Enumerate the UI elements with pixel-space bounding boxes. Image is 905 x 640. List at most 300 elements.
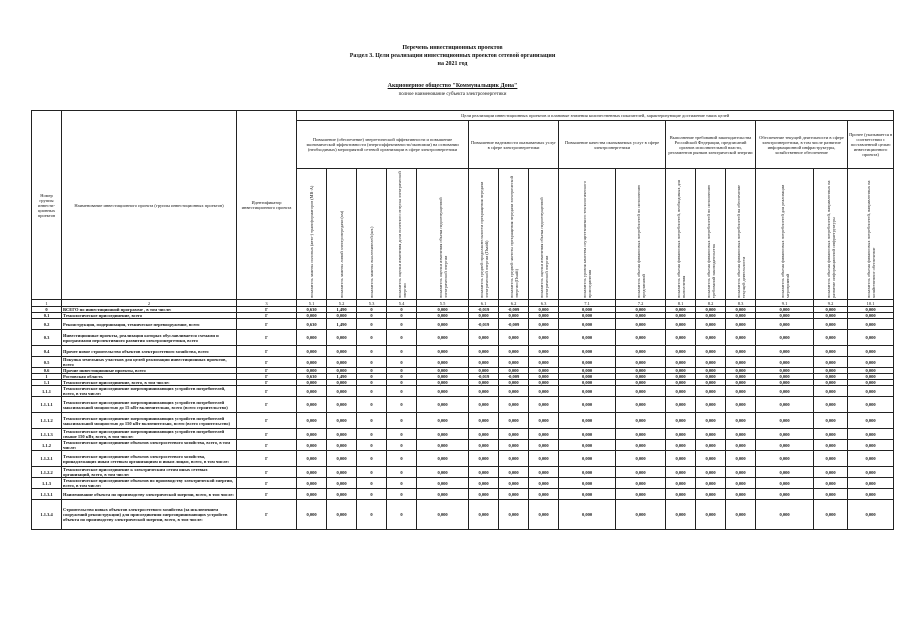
- row-number: 0.4: [32, 346, 62, 357]
- row-value: 0,000: [499, 397, 529, 413]
- row-value: 0,000: [848, 440, 894, 451]
- row-value: 0,000: [726, 346, 756, 357]
- row-value: 0,000: [756, 397, 814, 413]
- row-value: 0,000: [726, 440, 756, 451]
- column-number: 7.1: [559, 300, 616, 307]
- row-value: 0,000: [469, 429, 499, 440]
- row-value: 0,000: [297, 330, 327, 346]
- row-value: 0,000: [529, 368, 559, 374]
- row-value: 1,490: [327, 319, 357, 330]
- row-value: 0,000: [756, 330, 814, 346]
- row-value: 0,000: [848, 307, 894, 313]
- row-value: 0,000: [616, 346, 666, 357]
- row-value: 0,000: [696, 357, 726, 368]
- row-value: 0,000: [297, 440, 327, 451]
- row-value: 0,000: [529, 440, 559, 451]
- row-value: 0,000: [616, 451, 666, 467]
- column-number: 5.5: [417, 300, 469, 307]
- row-value: 0,000: [417, 386, 469, 397]
- row-value: 0,000: [499, 429, 529, 440]
- subheader-text: показатель объема финансовых потребностей на обеспечение текущей деятельности: [735, 184, 746, 298]
- subheader-text: показатель объема финансовых потребностей для реализации мероприятий: [779, 184, 790, 298]
- row-id: Г: [237, 429, 297, 440]
- table-row: [32, 397, 894, 413]
- row-value: 0,000: [696, 413, 726, 429]
- subheader-cell: [616, 169, 666, 300]
- table-row: [32, 357, 894, 368]
- row-value: 0,000: [848, 313, 894, 319]
- row-name: Технологическое присоединение энергопринимающих устройств потребителей свыше 150 кВт, всего, в том числе:: [62, 429, 237, 440]
- row-value: 0,000: [616, 380, 666, 386]
- year-label: на 2021 год: [437, 61, 468, 67]
- row-value: 0,000: [756, 440, 814, 451]
- row-value: 0,000: [417, 413, 469, 429]
- row-value: 0,000: [726, 357, 756, 368]
- header-project-id: Идентификатор инвестиционного проекта: [237, 111, 297, 300]
- row-value: 0,000: [417, 397, 469, 413]
- row-value: 0,000: [756, 413, 814, 429]
- row-value: 0,000: [726, 368, 756, 374]
- row-name: Технологическое присоединение энергопринимающих устройств потребителей максимальной мощностью до 150 кВт включительно, всего (всего строительство): [62, 413, 237, 429]
- row-name: Прочее новое строительство объектов электросетевого хозяйства, всего: [62, 346, 237, 357]
- row-value: -0,019: [469, 374, 499, 380]
- row-value: 0,000: [726, 397, 756, 413]
- column-number: 9.2: [814, 300, 848, 307]
- row-value: 0,000: [529, 413, 559, 429]
- row-id: Г: [237, 346, 297, 357]
- row-value: 0,000: [559, 319, 616, 330]
- row-number: 0.1: [32, 313, 62, 319]
- row-value: 0,000: [848, 500, 894, 530]
- row-id: Г: [237, 467, 297, 478]
- row-value: 0,000: [848, 451, 894, 467]
- column-number: 8.1: [666, 300, 696, 307]
- row-value: 0: [387, 489, 417, 500]
- row-number: 0: [32, 307, 62, 313]
- row-value: 0,000: [529, 330, 559, 346]
- row-value: 0,000: [327, 478, 357, 489]
- row-value: 0,000: [499, 451, 529, 467]
- row-value: 0,000: [417, 489, 469, 500]
- row-value: 0: [387, 397, 417, 413]
- row-value: 0: [387, 357, 417, 368]
- row-value: 0,000: [616, 478, 666, 489]
- row-value: 0: [387, 313, 417, 319]
- row-value: 0,000: [814, 478, 848, 489]
- row-value: 0,000: [327, 500, 357, 530]
- row-value: 0,000: [666, 307, 696, 313]
- row-value: 0,630: [297, 374, 327, 380]
- row-value: 0,000: [696, 386, 726, 397]
- subheader-cell: [387, 169, 417, 300]
- subheader-text: показатель объема финансовых потребностей, направленных на развитие информационной инфраструктуры: [825, 180, 836, 298]
- row-value: 0,000: [469, 451, 499, 467]
- row-value: 0,000: [726, 386, 756, 397]
- row-number: 1.1.1.3: [32, 429, 62, 440]
- row-value: 0: [357, 380, 387, 386]
- row-value: 0,000: [499, 357, 529, 368]
- row-value: 0,000: [814, 451, 848, 467]
- row-value: 0,000: [499, 386, 529, 397]
- row-value: 0,000: [327, 440, 357, 451]
- row-name: ВСЕГО по инвестиционной программе , в том числе:: [62, 307, 237, 313]
- row-value: 0,000: [559, 489, 616, 500]
- row-value: 0: [357, 346, 387, 357]
- row-value: 0: [357, 440, 387, 451]
- row-value: 0,000: [417, 451, 469, 467]
- investment-goals-table: [31, 110, 894, 530]
- row-id: Г: [237, 489, 297, 500]
- column-number: 9.1: [756, 300, 814, 307]
- row-number: 1.1.2: [32, 440, 62, 451]
- header-group-reliability: Повышение надежности оказываемых услуг в сфере электроэнергетики: [469, 121, 559, 169]
- subheader-cell: [499, 169, 529, 300]
- subheader-cell: [357, 169, 387, 300]
- table-row: [32, 319, 894, 330]
- row-value: 0: [387, 307, 417, 313]
- column-number: 6.2: [499, 300, 529, 307]
- column-number: 1: [32, 300, 62, 307]
- row-name: Технологическое присоединение объектов электросетевого хозяйства, всего, в том числе:: [62, 440, 237, 451]
- row-value: 0,000: [469, 330, 499, 346]
- row-value: 0,000: [529, 489, 559, 500]
- row-id: Г: [237, 478, 297, 489]
- row-value: 0,000: [297, 429, 327, 440]
- row-value: 0,000: [469, 500, 499, 530]
- row-id: Г: [237, 413, 297, 429]
- row-value: 0,000: [756, 478, 814, 489]
- row-value: 0,000: [666, 440, 696, 451]
- row-id: Г: [237, 330, 297, 346]
- column-number: 5.1: [297, 300, 327, 307]
- row-value: 0: [357, 386, 387, 397]
- row-value: 0: [387, 413, 417, 429]
- row-value: 0,000: [469, 386, 499, 397]
- row-value: 0,000: [726, 467, 756, 478]
- row-value: 0: [357, 307, 387, 313]
- row-value: 0,000: [726, 451, 756, 467]
- row-value: 0,000: [696, 380, 726, 386]
- row-name: Технологическое присоединение энергопринимающих устройств потребителей максимальной мощностью до 15 кВт включительно, всего (всего строительство): [62, 397, 237, 413]
- row-value: 0,000: [666, 397, 696, 413]
- row-id: Г: [237, 386, 297, 397]
- row-value: 0: [357, 500, 387, 530]
- row-value: 0,000: [848, 386, 894, 397]
- row-value: 0,000: [756, 346, 814, 357]
- row-name: Технологическое присоединение объектов электросетевого хозяйства, принадлежащих иным сетевым организациям и иным лицам, всего, в том числе:: [62, 451, 237, 467]
- row-value: 0,000: [297, 478, 327, 489]
- row-name: Прочие инвестиционные проекты, всего: [62, 368, 237, 374]
- subheader-text: показатель средней частоты прекращения передачи электрической энергии (Пsaifi): [508, 175, 519, 298]
- row-value: 0,000: [616, 307, 666, 313]
- row-value: 0,000: [529, 374, 559, 380]
- subheader-cell: [814, 169, 848, 300]
- row-value: 0,000: [469, 397, 499, 413]
- row-value: 0: [357, 374, 387, 380]
- row-value: 0,000: [529, 307, 559, 313]
- row-value: 0,000: [469, 380, 499, 386]
- header-group-number: Номер группы инвести-ционных проектов: [32, 111, 62, 300]
- row-value: 0,000: [559, 307, 616, 313]
- row-value: 0,000: [469, 440, 499, 451]
- row-value: 0,000: [469, 357, 499, 368]
- row-value: 0: [387, 500, 417, 530]
- subheader-text: показатель замены линий электропередачи (км): [339, 210, 344, 298]
- row-value: 0,000: [417, 478, 469, 489]
- row-value: 0,000: [417, 467, 469, 478]
- row-value: 0,000: [696, 313, 726, 319]
- subheader-cell: [756, 169, 814, 300]
- table-row: [32, 429, 894, 440]
- subheader-cell: [696, 169, 726, 300]
- row-value: 0,000: [417, 429, 469, 440]
- row-value: 0,630: [297, 319, 327, 330]
- column-number: 10.1: [848, 300, 894, 307]
- row-value: 0,000: [726, 429, 756, 440]
- row-value: 0,000: [696, 478, 726, 489]
- row-value: 0,000: [666, 467, 696, 478]
- row-value: 0,000: [666, 478, 696, 489]
- header-group-quality: Повышение качества оказываемых услуг в сфере электроэнергетики: [559, 121, 666, 169]
- row-value: 0,000: [814, 500, 848, 530]
- row-value: 0,000: [814, 380, 848, 386]
- row-value: 0,000: [559, 440, 616, 451]
- row-value: 0,000: [726, 330, 756, 346]
- row-value: 0,000: [696, 467, 726, 478]
- row-value: 0,000: [417, 319, 469, 330]
- row-value: 0,000: [666, 451, 696, 467]
- row-value: 0,000: [559, 368, 616, 374]
- header-group-efficiency: Повышение (обеспечение) энергетической эффективности и повышение экономической эффективности (энергоэффективности/экономии) на основании (необходимых) мероприятий сетевой организации в сфере электроэнергетики: [297, 121, 469, 169]
- column-number: 7.2: [616, 300, 666, 307]
- row-value: 0,000: [529, 380, 559, 386]
- row-value: 0,000: [529, 357, 559, 368]
- row-value: 0,000: [848, 397, 894, 413]
- row-value: 0,000: [726, 413, 756, 429]
- row-value: 0,000: [848, 467, 894, 478]
- row-value: 0,000: [469, 489, 499, 500]
- column-number: 5.2: [327, 300, 357, 307]
- row-number: 1.1.1.2: [32, 413, 62, 429]
- row-value: 0: [357, 330, 387, 346]
- row-value: 1,490: [327, 374, 357, 380]
- row-value: 0,000: [469, 413, 499, 429]
- row-value: 0: [387, 478, 417, 489]
- table-row: [32, 386, 894, 397]
- row-value: 0,000: [666, 413, 696, 429]
- row-number: 1: [32, 374, 62, 380]
- row-value: 0,000: [666, 357, 696, 368]
- row-value: 0,630: [297, 307, 327, 313]
- row-value: 0: [387, 380, 417, 386]
- row-number: 1.1.1: [32, 386, 62, 397]
- row-name: Инвестиционные проекты, реализация которых обуславливается схемами и программами перспективного развития электроэнергетики, всего: [62, 330, 237, 346]
- row-number: 1.1.2.1: [32, 451, 62, 467]
- row-value: 0,000: [814, 307, 848, 313]
- row-id: Г: [237, 368, 297, 374]
- document-title: Перечень инвестиционных проектов: [402, 45, 503, 51]
- row-value: 0,000: [814, 319, 848, 330]
- row-value: 0,000: [616, 500, 666, 530]
- row-name: Технологическое присоединение, всего, в том числе:: [62, 380, 237, 386]
- row-name: Технологическое присоединение, всего: [62, 313, 237, 319]
- row-value: 0,000: [814, 386, 848, 397]
- row-value: 0,000: [529, 467, 559, 478]
- row-value: 0,000: [666, 380, 696, 386]
- column-number: 2: [62, 300, 237, 307]
- row-value: 0,000: [297, 313, 327, 319]
- row-value: 0,000: [327, 467, 357, 478]
- row-value: 0,000: [848, 478, 894, 489]
- row-value: 0,000: [297, 346, 327, 357]
- row-value: 0,000: [726, 307, 756, 313]
- row-value: 0: [357, 313, 387, 319]
- row-value: 0,000: [726, 319, 756, 330]
- row-value: 0,000: [696, 374, 726, 380]
- subheader-text: показатель объема финансовых потребностей по исполнению требований законодательства: [705, 184, 716, 298]
- row-value: 0,000: [726, 380, 756, 386]
- row-value: 0,000: [616, 413, 666, 429]
- row-value: 0,000: [559, 429, 616, 440]
- row-name: Технологическое присоединение к электрическим сетям иных сетевых организаций, всего, в том числе:: [62, 467, 237, 478]
- row-value: 0,000: [696, 489, 726, 500]
- row-value: 0,000: [559, 346, 616, 357]
- row-value: 0,000: [814, 346, 848, 357]
- row-value: 0,000: [666, 330, 696, 346]
- subheader-cell: [529, 169, 559, 300]
- row-value: 0,000: [529, 451, 559, 467]
- row-value: 0: [387, 440, 417, 451]
- subheader-text: показатель замены силовых (авто-) трансформаторов (МВ·А): [309, 185, 314, 298]
- row-value: 0,000: [814, 489, 848, 500]
- row-value: 0,000: [814, 368, 848, 374]
- row-value: 0,000: [666, 500, 696, 530]
- table-row: [32, 478, 894, 489]
- subheader-text: показатель объема финансовых потребностей, направленных на хозяйственное обеспечение: [865, 180, 876, 298]
- row-value: 0,000: [696, 440, 726, 451]
- row-id: Г: [237, 374, 297, 380]
- row-value: 0,000: [327, 413, 357, 429]
- row-value: 0,000: [417, 368, 469, 374]
- column-number: 5.4: [387, 300, 417, 307]
- subheader-text: показатель оценки изменения объема недоотпущенной электрической энергии: [437, 196, 448, 298]
- section-title: Раздел 3. Цели реализации инвестиционных проектов сетевой организации: [349, 53, 556, 59]
- row-name: Реконструкция, модернизация, техническое перевооружение, всего: [62, 319, 237, 330]
- row-value: 0: [387, 451, 417, 467]
- row-value: 0,000: [469, 368, 499, 374]
- row-value: 0,000: [726, 313, 756, 319]
- subheader-text: показатель оценки изменения объема недоотпущенной электрической энергии: [538, 196, 549, 298]
- header-goals: Цели реализации инвестиционных проектов и плановые значения количественных показателей, характеризующие достижение таких целей: [297, 111, 894, 121]
- row-id: Г: [237, 313, 297, 319]
- row-value: 0,000: [756, 307, 814, 313]
- row-value: 0,000: [499, 489, 529, 500]
- row-value: 0,000: [756, 386, 814, 397]
- row-value: 0,000: [327, 357, 357, 368]
- row-value: 0,000: [616, 429, 666, 440]
- row-value: -0,009: [499, 307, 529, 313]
- row-value: 0,000: [814, 313, 848, 319]
- header-project-name: Наименование инвестиционного проекта (группы инвестиционных проектов): [62, 111, 237, 300]
- row-value: -0,009: [499, 374, 529, 380]
- table-row: [32, 330, 894, 346]
- row-value: 0,000: [297, 368, 327, 374]
- row-value: 0,000: [666, 489, 696, 500]
- row-name: Технологическое присоединение энергопринимающих устройств потребителей, всего, в том числе:: [62, 386, 237, 397]
- row-number: 1.1.1.1: [32, 397, 62, 413]
- row-value: -0,019: [469, 307, 499, 313]
- row-value: 0,000: [327, 386, 357, 397]
- row-value: 0,000: [297, 500, 327, 530]
- row-value: -0,009: [499, 319, 529, 330]
- row-name: Строительство новых объектов электросетевого хозяйства (за исключением сооружений реконструкции) для присоединения энергопринимающих устройств объекта по производству электрической энергии, всего, в том числе:: [62, 500, 237, 530]
- row-value: 0,000: [756, 357, 814, 368]
- subheader-cell: [848, 169, 894, 300]
- row-value: 0,000: [559, 500, 616, 530]
- row-value: 0: [387, 467, 417, 478]
- subheader-text: показатель средней продолжительности прекращения передачи электрической энергии (Пsaidi): [478, 181, 489, 298]
- row-value: 0,000: [529, 386, 559, 397]
- row-number: 1.1.3: [32, 478, 62, 489]
- row-value: 0,000: [848, 374, 894, 380]
- row-number: 0.2: [32, 319, 62, 330]
- row-value: 0,000: [726, 374, 756, 380]
- row-value: 0,000: [756, 467, 814, 478]
- row-value: 0: [387, 368, 417, 374]
- row-value: 0,000: [297, 386, 327, 397]
- row-value: 0,000: [499, 313, 529, 319]
- row-value: 0,000: [616, 440, 666, 451]
- row-value: 0,000: [327, 346, 357, 357]
- organization-caption: полное наименование субъекта электроэнергетики: [398, 92, 507, 97]
- row-value: 0,000: [297, 451, 327, 467]
- column-number: 6.3: [529, 300, 559, 307]
- row-value: 0,000: [756, 380, 814, 386]
- row-value: 0,000: [559, 380, 616, 386]
- subheader-cell: [559, 169, 616, 300]
- row-value: 0: [357, 368, 387, 374]
- row-value: 0,000: [756, 313, 814, 319]
- row-value: 0,000: [559, 374, 616, 380]
- row-value: 0,000: [814, 397, 848, 413]
- subheader-cell: [726, 169, 756, 300]
- row-value: 0,000: [499, 478, 529, 489]
- row-value: 0,000: [559, 330, 616, 346]
- table-row: [32, 413, 894, 429]
- row-value: 0,000: [499, 368, 529, 374]
- row-value: 0,000: [327, 451, 357, 467]
- table-row: [32, 451, 894, 467]
- row-value: 0: [357, 467, 387, 478]
- subheader-text: показатель объема финансовых потребностей, необходимых для выполнения: [675, 179, 686, 298]
- row-value: 0,000: [848, 319, 894, 330]
- header-group-legal: Выполнение требований законодательства Российской Федерации, предписаний органов исполнительной власти, регламентов рынков электрической энергии: [666, 121, 756, 169]
- row-value: 0,000: [814, 440, 848, 451]
- row-value: 0,000: [327, 368, 357, 374]
- column-number: 6.1: [469, 300, 499, 307]
- row-value: 0,000: [696, 368, 726, 374]
- subheader-text: показатель объема финансовых потребностей по исполнению предписаний: [635, 184, 646, 298]
- row-value: 0,000: [499, 413, 529, 429]
- row-id: Г: [237, 440, 297, 451]
- row-value: 0: [357, 451, 387, 467]
- row-value: 0,000: [616, 386, 666, 397]
- row-id: Г: [237, 357, 297, 368]
- row-value: 0,000: [469, 478, 499, 489]
- row-value: 0: [357, 357, 387, 368]
- row-value: 0,000: [814, 357, 848, 368]
- row-value: 0,000: [529, 429, 559, 440]
